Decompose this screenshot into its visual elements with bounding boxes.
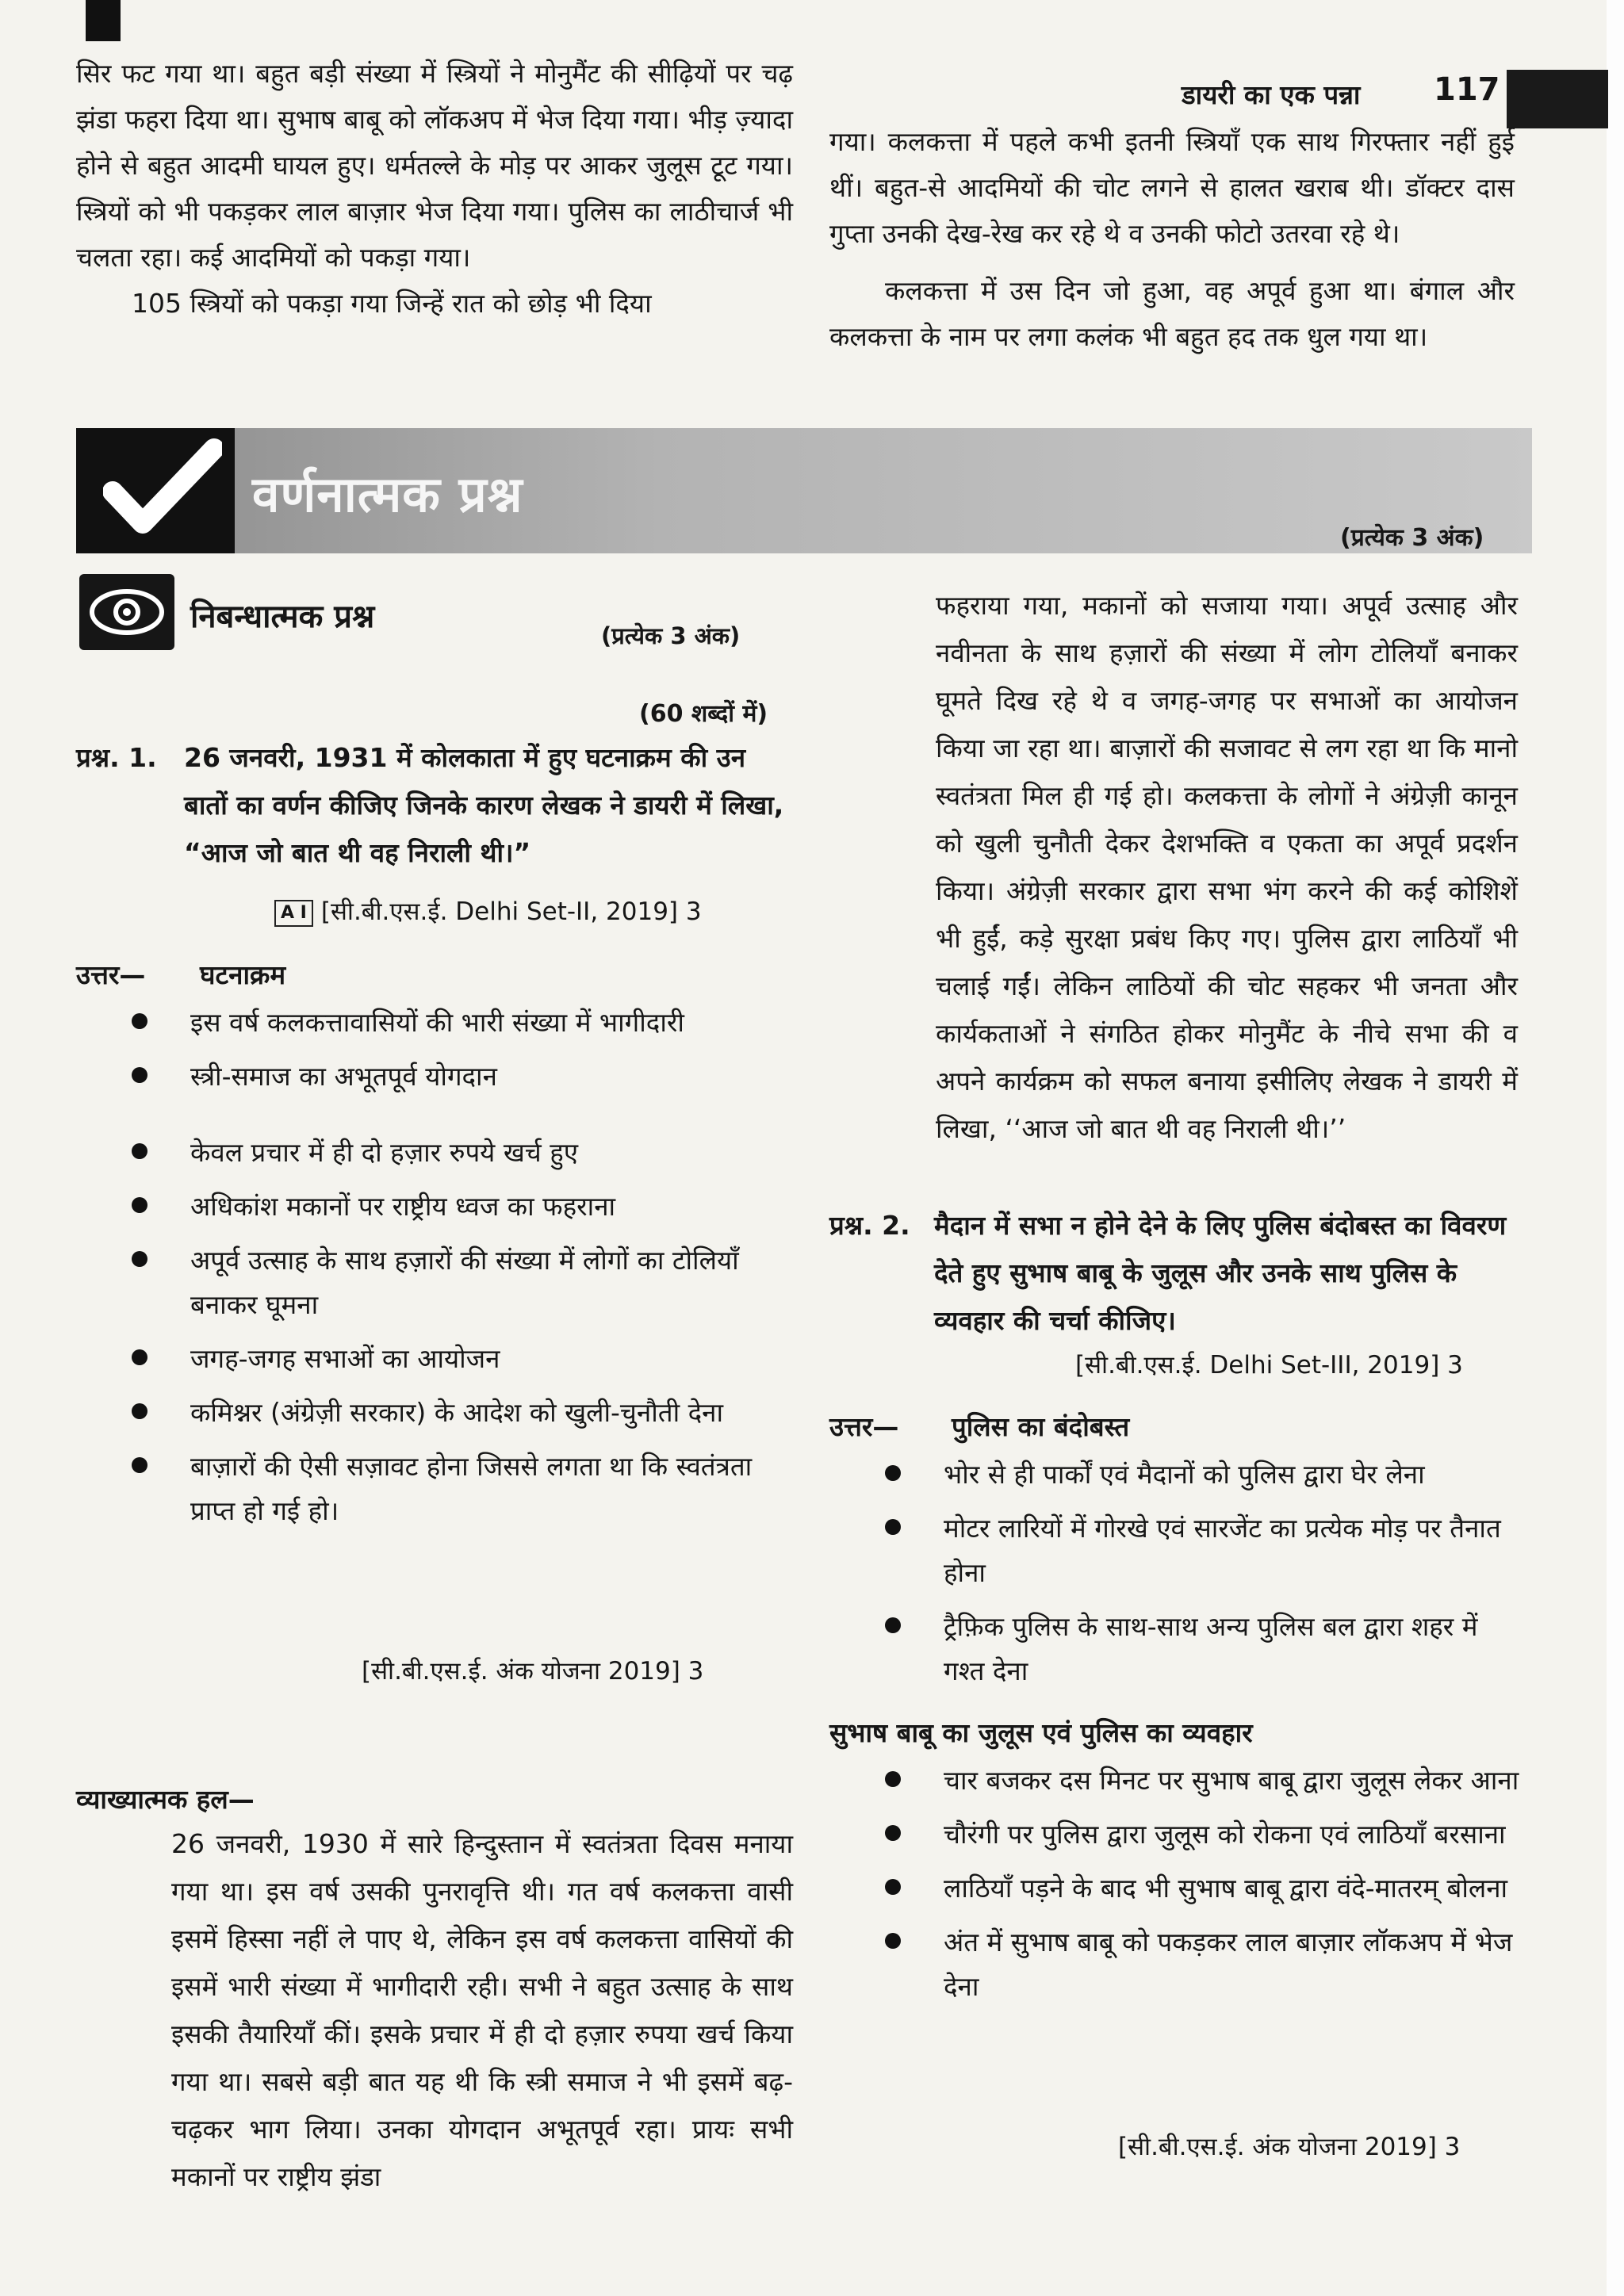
explanation-label: व्याख्यात्मक हल— [76, 1784, 255, 1815]
explanation-right [936, 582, 1518, 1153]
answer-heading: पुलिस का बंदोबस्त [952, 1411, 1130, 1442]
list-item: मोटर लारियों में गोरखे एवं सारजेंट का प्रत्येक मोड़ पर तैनात होना [880, 1506, 1522, 1595]
list-item: चौरंगी पर पुलिस द्वारा जुलूस को रोकना एवं लाठियाँ बरसाना [880, 1812, 1522, 1857]
question-number: प्रश्न. 2. [829, 1210, 910, 1241]
list-item: अधिकांश मकानों पर राष्ट्रीय ध्वज का फहराना [127, 1184, 777, 1229]
ai-badge-icon: A I [274, 900, 313, 927]
list-item: लाठियाँ पड़ने के बाद भी सुभाष बाबू द्वारा वंदे-मातरम् बोलना [880, 1866, 1522, 1911]
question-2-source: [सी.बी.एस.ई. Delhi Set-III, 2019] 3 [1075, 1351, 1463, 1380]
bullet-dot-icon [132, 1197, 147, 1213]
subsection-marks: (प्रत्येक 3 अंक) [601, 622, 741, 649]
bullet-dot-icon [885, 1465, 901, 1481]
section-title: वर्णनात्मक प्रश्न [252, 465, 523, 523]
page-tab-marker [1507, 70, 1608, 128]
answer-1-scheme: [सी.बी.एस.ई. अंक योजना 2019] 3 [362, 1657, 704, 1686]
bullet-dot-icon [885, 1617, 901, 1633]
paragraph: कलकत्ता में उस दिन जो हुआ, वह अपूर्व हुआ था। बंगाल और कलकत्ता के नाम पर लगा कलंक भी बहुत हद तक धुल गया था। [829, 275, 1515, 352]
list-item: चार बजकर दस मिनट पर सुभाष बाबू द्वारा जुलूस लेकर आना [880, 1758, 1522, 1803]
list-item: इस वर्ष कलकत्तावासियों की भारी संख्या में भागीदारी [127, 1001, 777, 1045]
eye-icon [79, 574, 174, 650]
paragraph: फहराया गया, मकानों को सजाया गया। अपूर्व उत्साह और नवीनता के साथ हज़ारों की संख्या में लोग टोलियाँ बनाकर घूमते दिख रहे थे व जगह-जगह पर सभाओं का आयोजन किया जा रहा था। बाज़ारों की सजावट से लग रहा था कि मानो स्वतंत्रता मिल ही गई हो। कलकत्ता के लोगों ने अंग्रेज़ी कानून को खुली चुनौती देकर देशभक्ति व एकता का अपूर्व प्रदर्शन किया। अंग्रेज़ी सरकार द्वारा सभा भंग करने की कई कोशिशें भी हुईं, कड़े सुरक्षा प्रबंध किए गए। पुलिस द्वारा लाठियाँ भी चलाई गईं। लेकिन लाठियों की चोट सहकर भी जनता और कार्यकताओं ने संगठित होकर मोनुमैंट के नीचे सभा की व अपने कार्यक्रम को सफल बनाया इसीलिए लेखक ने डायरी में लिखा, ‘‘आज जो बात थी वह निराली थी।’’ [936, 590, 1518, 1144]
bullet-dot-icon [885, 1933, 901, 1949]
bullet-dot-icon [885, 1879, 901, 1895]
list-item: स्त्री-समाज का अभूतपूर्व योगदान [127, 1054, 777, 1099]
list-item: ट्रैफ़िक पुलिस के साथ-साथ अन्य पुलिस बल द्वारा शहर में गश्त देना [880, 1605, 1522, 1693]
check-mark-icon [103, 434, 222, 549]
paragraph: सिर फट गया था। बहुत बड़ी संख्या में स्त्रियों ने मोनुमैंट की सीढ़ियों पर चढ़ झंडा फहरा दिया था। सुभाष बाबू को लॉकअप में भेज दिया गया। भीड़ ज़्यादा होने से बहुत आदमी घायल हुए। धर्मतल्ले के मोड़ पर आकर जुलूस टूट गया। स्त्रियों को भी पकड़कर लाल बाज़ार भेज दिया गया। पुलिस का लाठीचार्ज भी चलता रहा। कई आदमियों को पकड़ा गया। [76, 58, 793, 273]
answer-subheading: सुभाष बाबू का जुलूस एवं पुलिस का व्यवहार [829, 1717, 1253, 1748]
bullet-dot-icon [132, 1349, 147, 1365]
bullet-dot-icon [885, 1825, 901, 1841]
question-text: 26 जनवरी, 1931 में कोलकाता में हुए घटनाक्रम की उन बातों का वर्णन कीजिए जिनके कारण लेखक ने डायरी में लिखा, “आज जो बात थी वह निराली थी।” [184, 742, 784, 868]
answer-2-list [880, 1452, 1522, 1703]
bullet-dot-icon [885, 1519, 901, 1535]
bullet-dot-icon [132, 1457, 147, 1473]
bullet-dot-icon [132, 1403, 147, 1419]
top-left-text [76, 51, 793, 327]
paragraph: 26 जनवरी, 1930 में सारे हिन्दुस्तान में स्वतंत्रता दिवस मनाया गया था। इस वर्ष उसकी पुनरावृत्ति थी। गत वर्ष कलकत्ता वासी इसमें हिस्सा नहीं ले पाए थे, लेकिन इस वर्ष कलकत्ता वासियों की इसमें भारी संख्या में भागीदारी रही। सभी ने बहुत उत्साह के साथ इसकी तैयारियाँ कीं। इसके प्रचार में ही दो हज़ार रुपया खर्च किया गया था। सबसे बड़ी बात यह थी कि स्त्री समाज ने भी इसमें बढ़-चढ़कर भाग लिया। उनका योगदान अभूतपूर्व रहा। प्रायः सभी मकानों पर राष्ट्रीय झंडा [171, 1828, 793, 2192]
answer-label: उत्तर— [76, 959, 146, 990]
bullet-dot-icon [132, 1143, 147, 1159]
subsection-title: निबन्धात्मक प्रश्न [190, 599, 375, 635]
answer-2-list-2 [880, 1758, 1522, 2019]
question-2 [829, 1202, 1518, 1360]
answer-1-list [127, 1001, 777, 1543]
explanation-left [171, 1820, 793, 2201]
question-1-source [274, 894, 702, 928]
question-number: प्रश्न. 1. [76, 742, 157, 773]
top-right-text [829, 119, 1515, 360]
list-item: अंत में सुभाष बाबू को पकड़कर लाल बाज़ार लॉकअप में भेज देना [880, 1920, 1522, 2009]
bullet-dot-icon [885, 1771, 901, 1787]
list-item: केवल प्रचार में ही दो हज़ार रुपये खर्च हुए [127, 1131, 777, 1175]
answer-2-scheme: [सी.बी.एस.ई. अंक योजना 2019] 3 [1118, 2133, 1461, 2161]
paragraph: गया। कलकत्ता में पहले कभी इतनी स्त्रियाँ एक साथ गिरफ्तार नहीं हुई थीं। बहुत-से आदमियों की चोट लगने से हालत खराब थी। डॉक्टर दास गुप्ता उनकी देख-रेख कर रहे थे व उनकी फोटो उतरवा रहे थे। [829, 126, 1515, 249]
list-item: जगह-जगह सभाओं का आयोजन [127, 1337, 777, 1381]
list-item: अपूर्व उत्साह के साथ हज़ारों की संख्या में लोगों का टोलियाँ बनाकर घूमना [127, 1238, 777, 1327]
list-item: बाज़ारों की ऐसी सज़ावट होना जिससे लगता था कि स्वतंत्रता प्राप्त हो गई हो। [127, 1445, 777, 1533]
word-limit: (60 शब्दों में) [639, 700, 768, 728]
page-corner-mark [86, 0, 121, 41]
bullet-dot-icon [132, 1013, 147, 1029]
bullet-dot-icon [132, 1067, 147, 1083]
page-number: 117 [1434, 71, 1500, 108]
answer-label: उत्तर— [829, 1411, 899, 1442]
running-head: डायरी का एक पन्ना [1182, 79, 1361, 110]
question-text: मैदान में सभा न होने देने के लिए पुलिस बंदोबस्त का विवरण देते हुए सुभाष बाबू के जुलूस और उनके साथ पुलिस के व्यवहार की चर्चा कीजिए। [934, 1210, 1507, 1336]
list-item: भोर से ही पार्कों एवं मैदानों को पुलिस द्वारा घेर लेना [880, 1452, 1522, 1497]
answer-heading: घटनाक्रम [200, 959, 286, 990]
section-marks: (प्रत्येक 3 अंक) [1340, 524, 1484, 552]
bullet-dot-icon [132, 1251, 147, 1267]
list-item: कमिश्नर (अंग्रेज़ी सरकार) के आदेश को खुली-चुनौती देना [127, 1391, 777, 1435]
paragraph: 105 स्त्रियों को पकड़ा गया जिन्हें रात को छोड़ भी दिया [132, 288, 652, 319]
page-edge [1607, 0, 1624, 2296]
source-text: [सी.बी.एस.ई. Delhi Set-II, 2019] 3 [320, 897, 702, 926]
